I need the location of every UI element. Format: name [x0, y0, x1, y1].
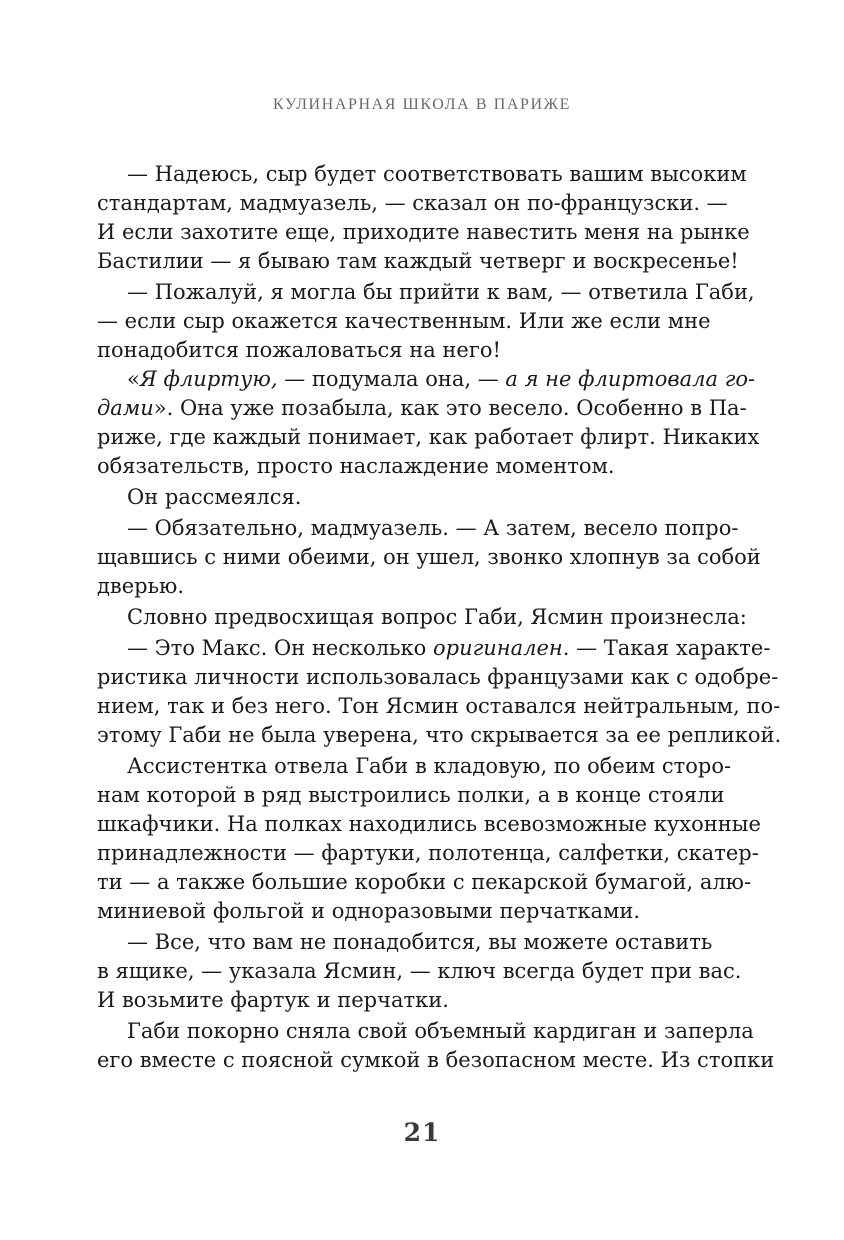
text-line: ти — а также большие коробки с пекарской бумагой, алю- [97, 870, 752, 894]
text-line: дверью. [97, 574, 185, 598]
text-line: нием, так и без него. Тон Ясмин оставался нейтральным, по- [97, 694, 781, 718]
text-line-with-italics: — Это Макс. Он несколько оригинален. — Такая характе- [127, 636, 771, 660]
text-line: — Пожалуй, я могла бы прийти к вам, — ответила Габи, [127, 280, 755, 304]
text-line: шкафчики. На полках находились всевозможные кухонные [97, 812, 761, 836]
text-line: — Обязательно, мадмуазель. — А затем, весело попро- [127, 516, 739, 540]
italic-phrase: Я флиртую, [139, 367, 278, 391]
text-line: ристика личности использовалась французами как с одобре- [97, 665, 779, 689]
text-line: принадлежности — фартуки, полотенца, салфетки, скатер- [97, 841, 759, 865]
italic-phrase: дами [97, 396, 154, 420]
text-line: обязательств, просто наслаждение моментом. [97, 454, 615, 478]
text-line: щавшись с ними обеими, он ушел, звонко хлопнув за собой [97, 545, 761, 569]
text-line: Ассистентка отвела Габи в кладовую, по обеим сторо- [127, 754, 732, 778]
italic-phrase: оригинален [433, 636, 563, 660]
text-line-with-italics: дами». Она уже позабыла, как это весело. Особенно в Па- [97, 396, 747, 420]
text-line: И возьмите фартук и перчатки. [97, 988, 449, 1012]
text-line: Габи покорно сняла свой объемный кардиган и заперла [127, 1019, 754, 1043]
italic-phrase: а я не флиртовала го- [505, 367, 756, 391]
running-head: КУЛИНАРНАЯ ШКОЛА В ПАРИЖЕ [273, 96, 571, 113]
text-line: этому Габи не была уверена, что скрывается за ее репликой. [97, 723, 782, 747]
text-line: его вместе с поясной сумкой в безопасном месте. Из стопки [97, 1048, 775, 1072]
text-line: миниевой фольгой и одноразовыми перчатками. [97, 899, 641, 923]
text-line: — Все, что вам не понадобится, вы можете оставить [127, 930, 713, 954]
text-line: в ящике, — указала Ясмин, — ключ всегда будет при вас. [97, 959, 742, 983]
text-line: нам которой в ряд выстроились полки, а в конце стояли [97, 783, 725, 807]
body-text [97, 160, 782, 1075]
text-line: И если захотите еще, приходите навестить меня на рынке [97, 220, 750, 244]
text-line-with-italics: «Я флиртую, — подумала она, — а я не флиртовала го- [127, 367, 756, 391]
text-line: риже, где каждый понимает, как работает флирт. Никаких [97, 425, 760, 449]
text-line: — Надеюсь, сыр будет соответствовать вашим высоким [127, 162, 747, 186]
page-number: 21 [403, 1118, 441, 1147]
text-line: Он рассмеялся. [127, 485, 302, 509]
text-line: — если сыр окажется качественным. Или же если мне [97, 309, 711, 333]
text-line: понадобится пожаловаться на него! [97, 338, 501, 362]
text-line: Бастилии — я бываю там каждый четверг и воскресенье! [97, 249, 739, 273]
text-line: Словно предвосхищая вопрос Габи, Ясмин произнесла: [127, 605, 747, 629]
text-line: стандартам, мадмуазель, — сказал он по-французски. — [97, 191, 728, 215]
